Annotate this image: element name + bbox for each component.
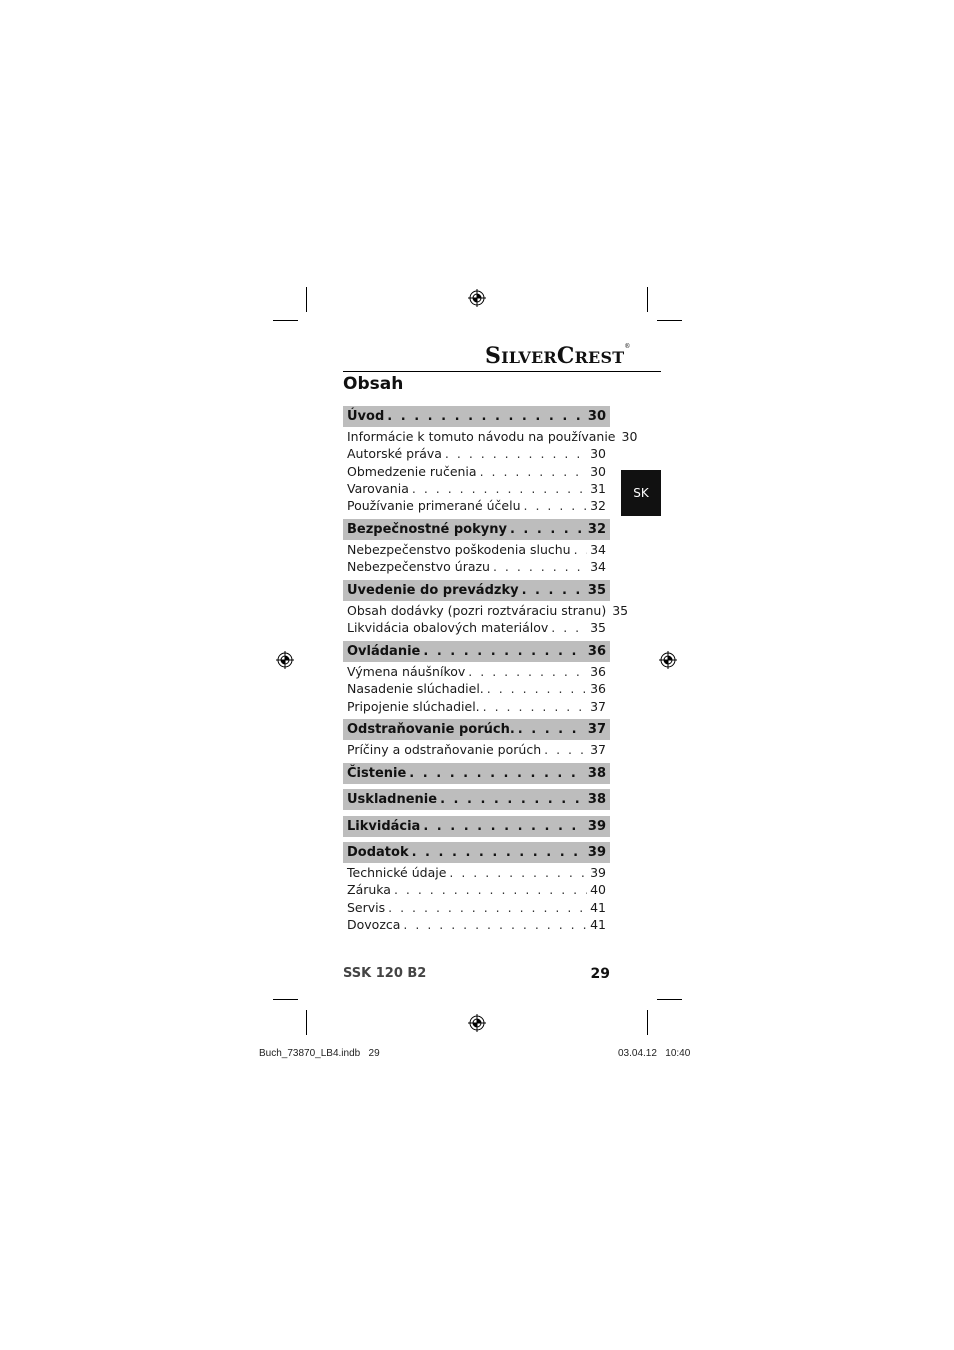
toc-entry-label: Likvidácia obalových materiálov [347,620,549,635]
toc-leader-dots [403,917,587,932]
toc-entry[interactable] [347,445,606,462]
brand-text: ILVER [501,348,557,367]
crop-mark-top-left-vertical [306,287,307,312]
registration-mark-icon [468,1014,486,1032]
toc-entry-page: 34 [590,559,606,574]
toc-leader-dots [551,620,587,635]
toc-entry[interactable] [347,463,606,480]
crop-mark-bottom-left-horizontal [273,999,298,1000]
toc-leader-dots [449,865,587,880]
toc-heading-label: Odstraňovanie porúch. [347,722,515,737]
toc-leader-dots [493,559,587,574]
toc-section-heading[interactable] [343,842,610,863]
registration-mark-icon [659,651,677,669]
toc-leader-dots [483,699,587,714]
toc-leader-dots [574,542,588,557]
toc-entry-page: 31 [590,481,606,496]
toc-entry-page: 34 [590,542,606,557]
toc-heading-page: 36 [587,644,606,659]
print-slug-date: 03.04.12 10:40 [618,1048,691,1059]
toc-leader-dots [510,522,585,537]
toc-entry-label: Technické údaje [347,865,447,880]
toc-heading-page: 38 [587,766,606,781]
toc-heading-label: Úvod [347,409,385,424]
toc-heading-page: 37 [587,722,606,737]
toc-entry[interactable] [347,497,606,514]
toc-section-heading[interactable] [343,519,610,540]
toc-leader-dots [518,722,585,737]
toc-entry-label: Záruka [347,882,391,897]
toc-leader-dots [423,644,585,659]
toc-heading-label: Uvedenie do prevádzky [347,583,519,598]
toc-entry-page: 35 [590,620,606,635]
toc-leader-dots [412,845,585,860]
toc-entry[interactable] [347,480,606,497]
toc-entry-page: 39 [590,865,606,880]
toc-leader-dots [387,409,585,424]
toc-leader-dots [394,882,587,897]
toc-leader-dots [522,583,585,598]
toc-entry-label: Informácie k tomuto návodu na používanie [347,429,616,444]
footer-page-number: 29 [590,966,610,982]
toc-heading-page: 32 [587,522,606,537]
toc-heading-page: 38 [587,792,606,807]
toc-entry[interactable] [347,558,606,575]
toc-heading-label: Bezpečnostné pokyny [347,522,507,537]
toc-entry[interactable] [347,916,606,933]
toc-heading-label: Ovládanie [347,644,421,659]
toc-entry[interactable] [347,619,606,636]
toc-section-heading[interactable] [343,763,610,784]
toc-leader-dots [445,446,587,461]
toc-heading-page: 39 [587,819,606,834]
crop-mark-bottom-left-vertical [306,1010,307,1035]
crop-mark-top-right-horizontal [657,320,682,321]
toc-leader-dots [440,792,585,807]
toc-entry[interactable] [347,428,638,445]
crop-mark-top-right-vertical [647,287,648,312]
toc-entry[interactable] [347,899,606,916]
toc-leader-dots [487,681,587,696]
toc-entry-page: 36 [590,681,606,696]
toc-heading-page: 39 [587,845,606,860]
toc-entry-label: Príčiny a odstraňovanie porúch [347,742,542,757]
toc-entry-label: Nasadenie slúchadiel. [347,681,484,696]
toc-entry-page: 30 [590,464,606,479]
toc-entry-label: Servis [347,900,386,915]
crop-mark-bottom-right-horizontal [657,999,682,1000]
toc-heading-label: Uskladnenie [347,792,438,807]
print-slug-file: Buch_73870_LB4.indb 29 [259,1048,380,1059]
toc-entry-label: Výmena náušníkov [347,664,466,679]
toc-section-heading[interactable] [343,719,610,740]
toc-entry-page: 37 [590,742,606,757]
toc-leader-dots [468,664,587,679]
crop-mark-bottom-right-vertical [647,1010,648,1035]
toc-entry-label: Pripojenie slúchadiel. [347,699,480,714]
registration-mark-icon [276,651,294,669]
toc-entry[interactable] [347,541,606,558]
toc-entry-page: 32 [590,498,606,513]
language-tab: SK [621,470,661,516]
toc-entry-label: Používanie primerané účelu [347,498,521,513]
toc-heading-page: 35 [587,583,606,598]
toc-section-heading[interactable] [343,641,610,662]
footer-model: SSK 120 B2 [343,966,427,981]
toc-entry-page: 30 [590,446,606,461]
toc-entry-page: 41 [590,900,606,915]
toc-section-heading[interactable] [343,789,610,810]
page-title: Obsah [343,374,404,394]
toc-leader-dots [388,900,587,915]
brand-letter: S [485,343,502,369]
toc-entry-page: 37 [590,699,606,714]
toc-entry-label: Autorské práva [347,446,442,461]
toc-entry[interactable] [347,881,606,898]
toc-section-heading[interactable] [343,406,610,427]
toc-section-heading[interactable] [343,580,610,601]
toc-entry-page: 41 [590,917,606,932]
crop-mark-top-left-horizontal [273,320,298,321]
toc-entry-label: Obmedzenie ručenia [347,464,477,479]
brand-text: REST [574,348,625,367]
toc-leader-dots [480,464,588,479]
header-rule [343,371,661,372]
toc-heading-label: Čistenie [347,766,407,781]
toc-entry-page: 35 [612,603,629,618]
toc-entry[interactable] [347,680,606,697]
toc-entry-label: Nebezpečenstvo úrazu [347,559,490,574]
toc-leader-dots [544,742,587,757]
toc-leader-dots [409,766,585,781]
toc-leader-dots [412,481,587,496]
registration-mark-icon [468,289,486,307]
brand-logo [485,343,631,369]
toc-entry-label: Obsah dodávky (pozri roztváraciu stranu) [347,603,607,618]
toc-entry[interactable] [347,864,606,881]
brand-letter: C [556,343,575,369]
toc-entry-label: Nebezpečenstvo poškodenia sluchu [347,542,571,557]
registered-mark: ® [624,343,631,350]
toc-entry-page: 36 [590,664,606,679]
toc-entry[interactable] [347,741,606,758]
toc-entry-label: Dovozca [347,917,401,932]
toc-entry-page: 30 [621,429,638,444]
toc-section-heading[interactable] [343,816,610,837]
toc-heading-label: Dodatok [347,845,409,860]
toc-entry-label: Varovania [347,481,409,496]
toc-leader-dots [524,498,588,513]
toc-entry-page: 40 [590,882,606,897]
toc-heading-label: Likvidácia [347,819,421,834]
toc-leader-dots [423,819,585,834]
toc-entry[interactable] [347,602,629,619]
toc-heading-page: 30 [587,409,606,424]
toc-entry[interactable] [347,663,606,680]
toc-entry[interactable] [347,698,606,715]
